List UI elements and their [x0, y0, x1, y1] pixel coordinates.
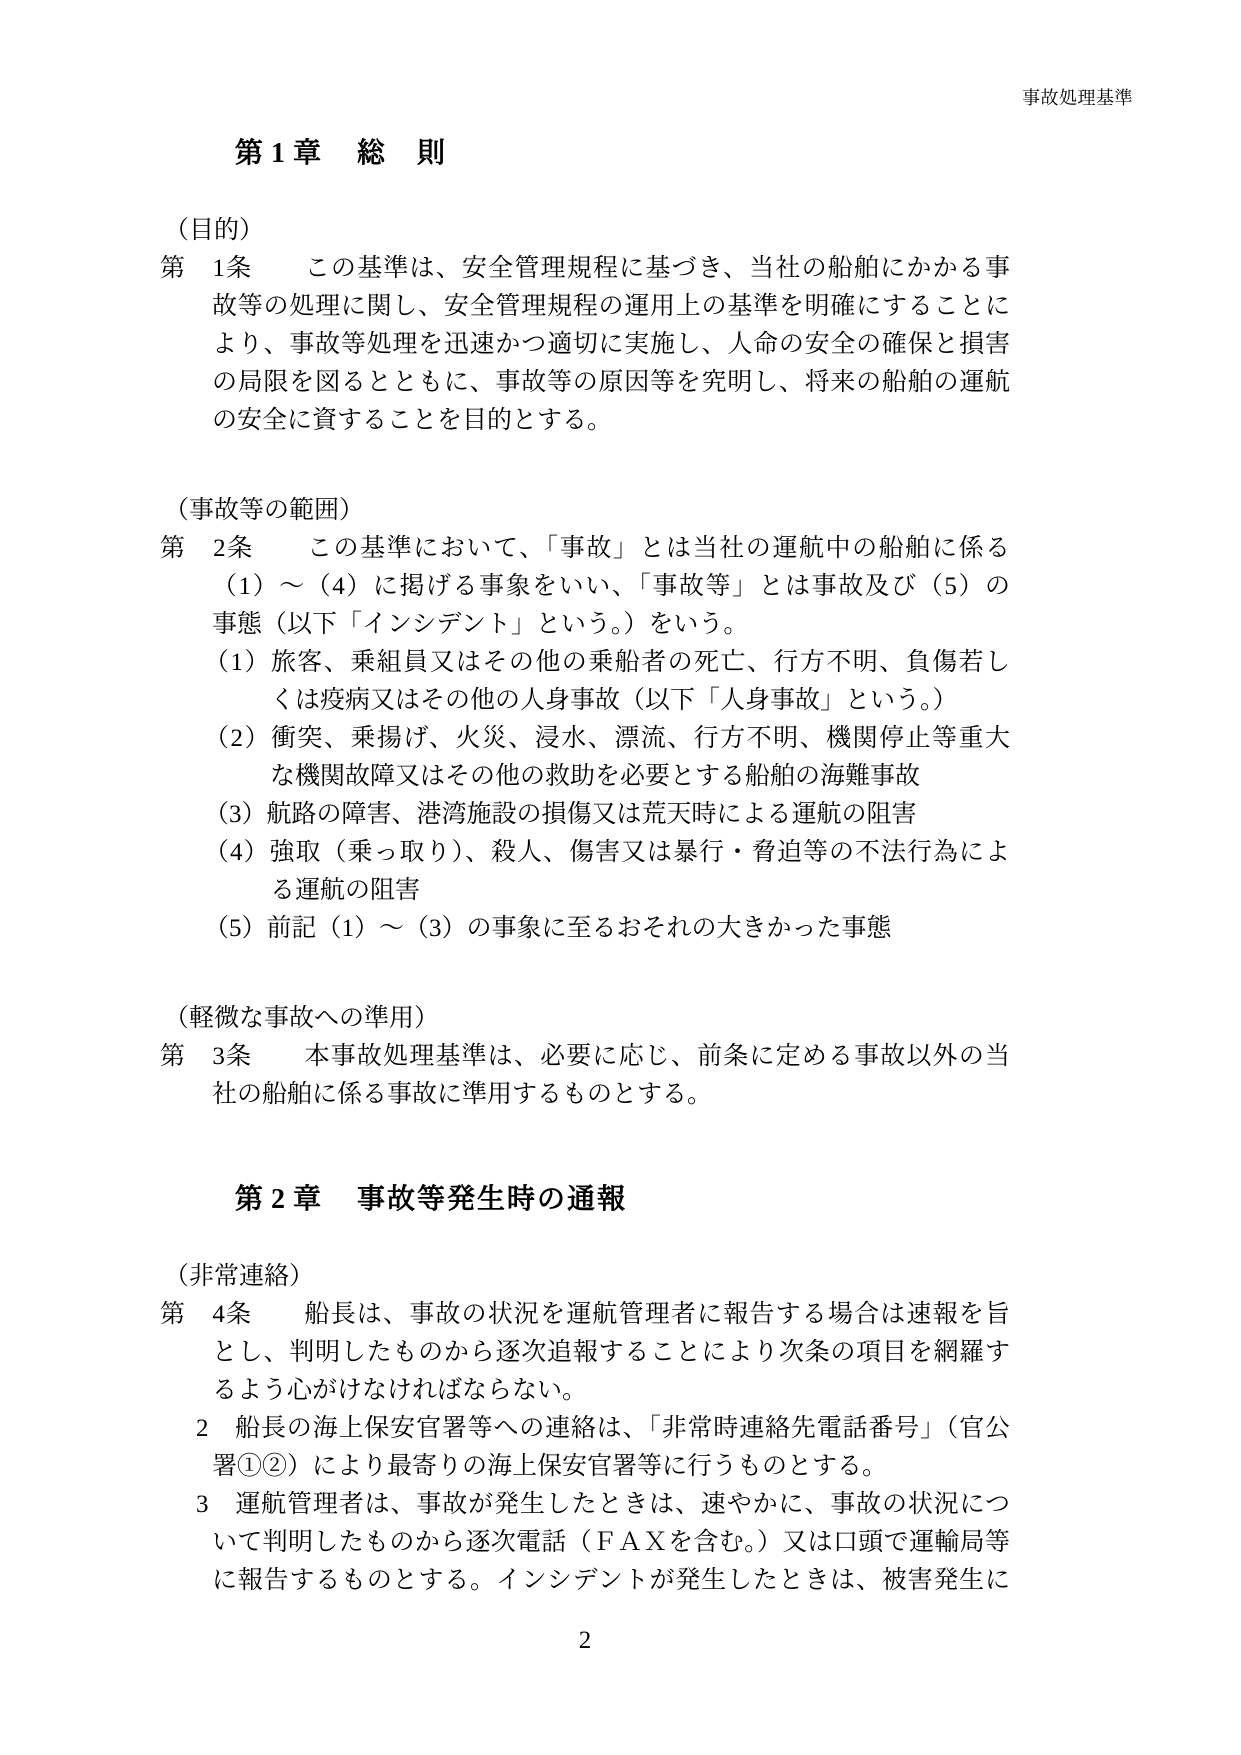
article-1-line: 第 1条 この基準は、安全管理規程に基づき、当社の船舶にかかる事: [160, 255, 1010, 282]
article-2-item-line: （2）衝突、乗揚げ、火災、浸水、漂流、行方不明、機関停止等重大: [204, 725, 1010, 752]
article-2-item-line: くは疫病又はその他の人身事故（以下「人身事故」という。）: [270, 687, 958, 714]
article-3-line: 第 3条 本事故処理基準は、必要に応じ、前条に定める事故以外の当: [160, 1043, 1010, 1070]
article-2-item-line: （1）旅客、乗組員又はその他の乗船者の死亡、行方不明、負傷若し: [204, 649, 1010, 676]
article-4-line: 第 4条 船長は、事故の状況を運航管理者に報告する場合は速報を旨: [160, 1301, 1010, 1328]
purpose-label: （目的）: [164, 217, 265, 244]
article-2-line: （1）～（4）に掲げる事象をいい、「事故等」とは事故及び（5）の: [212, 573, 1010, 600]
emergency-contact-label: （非常連絡）: [164, 1263, 315, 1290]
article-3: [160, 1038, 1010, 1114]
article-2-item-5: [160, 910, 1010, 948]
article-2-item-line: な機関故障又はその他の救助を必要とする船舶の海難事故: [270, 763, 921, 790]
article-4-paragraph-2-line: 署①②）により最寄りの海上保安官署等に行うものとする。: [212, 1453, 888, 1480]
chapter-1-title: 総 則: [357, 138, 448, 169]
article-4-paragraph-3-line: に報告するものとする。インシデントが発生したときは、被害発生に: [212, 1567, 1010, 1594]
page-number: 2: [578, 1627, 592, 1654]
article-2-line: 第 2条 この基準において、「事故」とは当社の運航中の船舶に係る: [160, 535, 1010, 562]
chapter-1-number: 第1章: [235, 138, 330, 169]
article-1-line: の局限を図るとともに、事故等の原因等を究明し、将来の船舶の運航: [212, 369, 1010, 396]
chapter-2-number: 第2章: [235, 1184, 330, 1215]
article-4-paragraph-3: [160, 1486, 1010, 1600]
article-1-line: の安全に資することを目的とする。: [212, 407, 613, 434]
chapter-2-heading: [235, 1178, 1010, 1222]
article-2-item-3: [160, 796, 1010, 834]
document-body: [160, 0, 1010, 1600]
article-2-item-4: [160, 834, 1010, 910]
article-2-item-line: る運航の阻害: [270, 877, 421, 904]
article-4-paragraph-3-line: いて判明したものから逐次電話（ＦＡＸを含む。）又は口頭で運輸局等: [212, 1529, 1010, 1556]
article-3-line: 社の船舶に係る事故に準用するものとする。: [212, 1081, 713, 1108]
article-2-line: 事態（以下「インシデント」という。）をいう。: [212, 611, 749, 638]
page-header-note: 事故処理基準: [1022, 88, 1133, 108]
article-4-paragraph-2: [160, 1410, 1010, 1486]
article-4: [160, 1296, 1010, 1600]
scope-label: （事故等の範囲）: [164, 497, 365, 524]
article-2: [160, 530, 1010, 948]
chapter-1-heading: [235, 0, 1010, 176]
article-1-line: 故等の処理に関し、安全管理規程の運用上の基準を明確にすることに: [212, 293, 1010, 320]
article-2-item-line: （4）強取（乗っ取り）、殺人、傷害又は暴行・脅迫等の不法行為によ: [204, 839, 1010, 866]
article-2-item-2: [160, 720, 1010, 796]
article-4-paragraph-3-line: 3 運航管理者は、事故が発生したときは、速やかに、事故の状況につ: [196, 1491, 1010, 1518]
article-1-line: より、事故等処理を迅速かつ適切に実施し、人命の安全の確保と損害: [212, 331, 1010, 358]
article-2-item-line: （5）前記（1）～（3）の事象に至るおそれの大きかった事態: [204, 915, 892, 942]
minor-accident-label: （軽微な事故への準用）: [164, 1005, 440, 1032]
article-4-paragraph-2-line: 2 船長の海上保安官署等への連絡は、「非常時連絡先電話番号」（官公: [196, 1415, 1010, 1442]
article-1: [160, 250, 1010, 440]
article-2-item-line: （3）航路の障害、港湾施設の損傷又は荒天時による運航の阻害: [204, 801, 917, 828]
article-4-line: とし、判明したものから逐次追報することにより次条の項目を網羅す: [212, 1339, 1010, 1366]
chapter-2-title: 事故等発生時の通報: [357, 1184, 628, 1215]
article-2-item-1: [160, 644, 1010, 720]
article-4-line: るよう心がけなければならない。: [212, 1377, 588, 1404]
